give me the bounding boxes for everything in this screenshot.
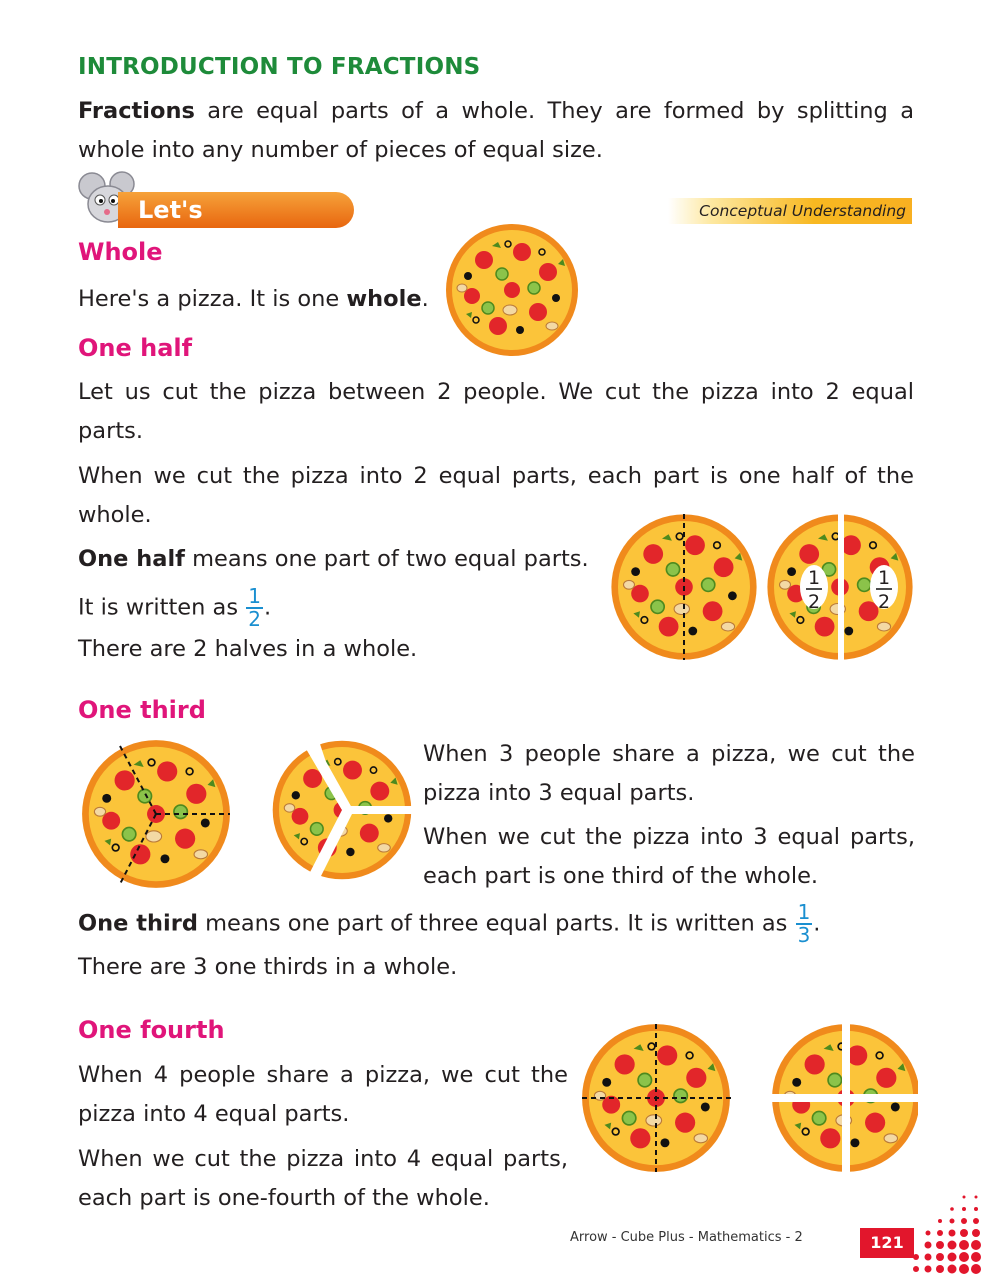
pizza-halves-image	[604, 512, 914, 662]
pizza-thirds-image	[80, 738, 420, 888]
heading-one-third: One third	[78, 696, 206, 724]
lets-understand-banner: Let's Understand	[118, 192, 354, 228]
third-paragraph-3	[78, 902, 820, 946]
intro-bold: Fractions	[78, 98, 195, 124]
whole-text-post: .	[421, 286, 429, 312]
third-bold: One third	[78, 910, 198, 937]
whole-text-pre: Here's a pizza. It is one	[78, 286, 347, 312]
intro-paragraph	[78, 92, 914, 170]
page-title: INTRODUCTION TO FRACTIONS	[78, 54, 481, 80]
footer-book-title: Arrow - Cube Plus - Mathematics - 2	[570, 1230, 803, 1245]
fourth-paragraph-1: When 4 people share a pizza, we cut the pizza into 4 equal parts.	[78, 1062, 568, 1127]
heading-whole: Whole	[78, 238, 163, 266]
fraction-one-half	[246, 586, 263, 630]
half-label-den-right: 2	[877, 591, 891, 613]
fraction-denominator: 3	[797, 923, 811, 947]
third-paragraph-2: When we cut the pizza into 3 equal parts, each part is one third of the whole.	[423, 824, 915, 889]
whole-text-bold: whole	[346, 286, 422, 312]
half-label-den-left: 2	[807, 591, 821, 613]
half-label-num-right: 1	[877, 567, 891, 589]
page-number: 121	[860, 1228, 914, 1258]
third-p3-rest: means one part of three equal parts. It is written as	[197, 910, 795, 937]
half-p4-pre: It is written as	[78, 594, 246, 621]
intro-text: are equal parts of a whole. They are formed by splitting a whole into any number of pieces of equal size.	[78, 98, 914, 163]
fraction-one-third	[796, 902, 813, 946]
third-paragraph-1: When 3 people share a pizza, we cut the pizza into 3 equal parts.	[423, 741, 915, 806]
half-paragraph-2: When we cut the pizza into 2 equal parts, each part is one half of the whole.	[78, 463, 914, 528]
half-label-num-left: 1	[807, 567, 821, 589]
half-paragraph-1: Let us cut the pizza between 2 people. We cut the pizza into 2 equal parts.	[78, 379, 914, 444]
third-paragraph-4: There are 3 one thirds in a whole.	[78, 954, 458, 980]
pizza-whole-image	[444, 222, 580, 358]
half-p3-rest: means one part of two equal parts.	[184, 546, 589, 572]
heading-one-half: One half	[78, 334, 193, 362]
pizza-fourths-image	[578, 1020, 918, 1175]
conceptual-understanding-tag: Conceptual Understanding	[668, 198, 912, 224]
half-bold: One half	[78, 546, 185, 572]
whole-text	[78, 280, 429, 319]
fourth-paragraph-2: When we cut the pizza into 4 equal parts, each part is one-fourth of the whole.	[78, 1146, 568, 1211]
fraction-numerator: 1	[797, 900, 811, 924]
half-paragraph-3	[78, 540, 589, 579]
half-paragraph-4	[78, 586, 271, 630]
third-p3-post: .	[813, 910, 821, 937]
fraction-denominator: 2	[248, 607, 261, 631]
heading-one-fourth: One fourth	[78, 1016, 225, 1044]
fraction-numerator: 1	[248, 584, 261, 608]
half-paragraph-5: There are 2 halves in a whole.	[78, 636, 418, 662]
half-p4-post: .	[263, 594, 272, 621]
